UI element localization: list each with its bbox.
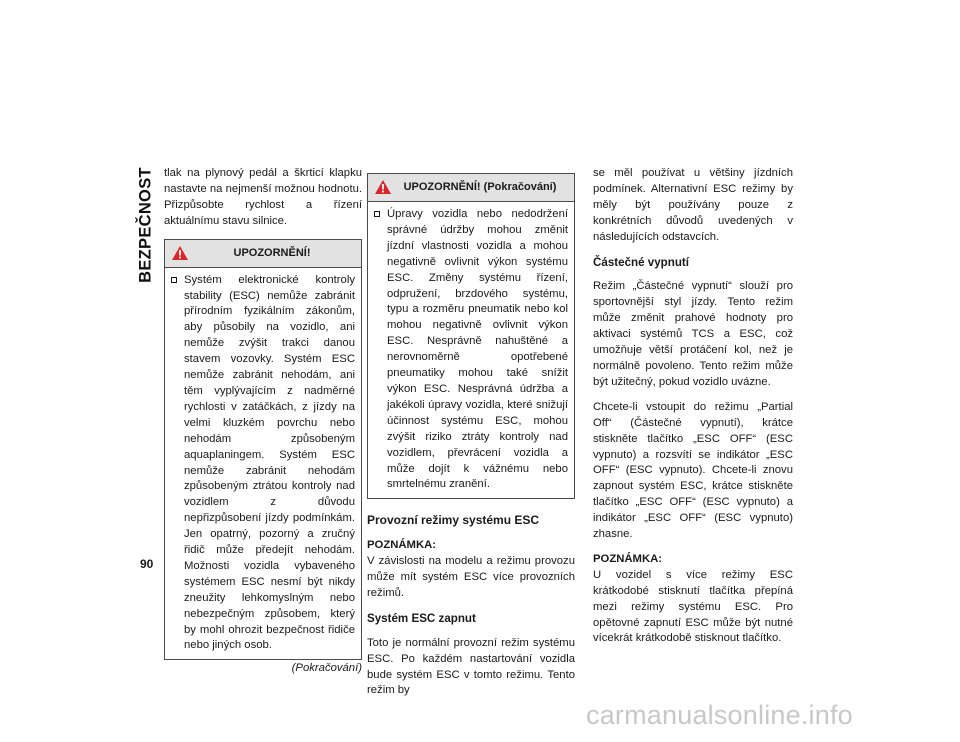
paragraph: se měl používat u většiny jízdních podmínek. Alternativní ESC režimy by měly být používány pouze z konkrétních důvodů uvedených v následujících odstavcích. xyxy=(593,167,793,243)
note xyxy=(367,538,575,602)
section-title-text: BEZPEČNOST xyxy=(136,167,155,283)
warning-body xyxy=(368,202,574,498)
note xyxy=(593,552,793,647)
intro-paragraph: tlak na plynový pedál a škrticí klapku nastavte na nejmenší možnou hodnotu. Přizpůsobte rychlost a řízení aktuálnímu stavu silnice. xyxy=(164,167,362,227)
note-label: POZNÁMKA: xyxy=(593,552,663,565)
square-bullet-icon xyxy=(374,211,380,217)
subheading-partial-off: Částečné vypnutí xyxy=(593,255,689,269)
continued-label: (Pokračování) xyxy=(291,662,362,675)
warning-header xyxy=(165,240,361,268)
warning-item xyxy=(171,273,355,655)
page-number: 90 xyxy=(140,557,154,571)
warning-title: UPOZORNĚNÍ! (Pokračování) xyxy=(403,181,557,193)
warning-text: Úpravy vozidla nebo nedodržení správné údržby mohou změnit jízdní vlastnosti vozidla a mohou negativně ovlivnit výkon systému ESC. Změny systému řízení, odpružení, brzdového systému, typu a rozměru pneumatik nebo kol mohou negativně ovlivnit výkon ESC. Nesprávně nahuštěné a nerovnoměrně opotřebené pneumatiky mohou také snížit výkon ESC. Nesprávná údržba a jakékoli úpravy vozidla, které snižují účinnost systému ESC, mohou zvýšit riziko ztráty kontroly nad vozidlem, převrácení vozidla a může dojít k vážnému nebo smrtelnému zranění. xyxy=(387,208,568,491)
paragraph: Režim „Částečné vypnutí“ slouží pro sportovnější styl jízdy. Tento režim může změnit prahové hodnoty pro aktivaci systémů TCS a ESC, což umožňuje větší protáčení kol, než je normálně povoleno. Tento režim může být užitečný, pokud vozidlo uvázne. xyxy=(593,280,793,388)
watermark: carmanualsonline.info xyxy=(586,700,853,730)
warning-body xyxy=(165,268,361,660)
square-bullet-icon xyxy=(171,277,177,283)
warning-box-continued xyxy=(367,173,575,499)
column-3 xyxy=(593,166,793,656)
note-text: U vozidel s více režimy ESC krátkodobé stisknutí tlačítka přepíná mezi režimy systému ESC. Pro opětovné zapnutí ESC může být nutné vícekrát krátkodobě stisknout tlačítko. xyxy=(593,568,793,645)
warning-title: UPOZORNĚNÍ! xyxy=(233,246,311,259)
paragraph: Toto je normální provozní režim systému ESC. Po každém nastartování vozidla bude systém ESC v tomto režimu. Tento režim by xyxy=(367,636,575,697)
column-1 xyxy=(164,166,362,677)
paragraph: Chcete-li vstoupit do režimu „Partial Off“ (Částečné vypnutí), krátce stiskněte tlačítko „ESC OFF“ (ESC vypnuto) a rozsvítí se indikátor „ESC OFF“ (ESC vypnuto). Chcete-li znovu zapnout systém ESC, krátce stiskněte tlačítko „ESC OFF“ (ESC vypnuto) a indikátor „ESC OFF“ (ESC vypnuto) zhasne. xyxy=(593,400,793,541)
note-text: V závislosti na modelu a režimu provozu může mít systém ESC více provozních režimů. xyxy=(367,555,575,599)
warning-item xyxy=(374,207,568,493)
warning-triangle-icon xyxy=(171,245,189,261)
column-2 xyxy=(367,173,575,708)
note-label: POZNÁMKA: xyxy=(367,539,437,552)
warning-text: Systém elektronické kontroly stability (ESC) nemůže zabránit přírodním fyzikálním zákonům, aby působily na vozidlo, ani nemůže zvýšit trakci danou stavem vozovky. Systém ESC nemůže zabránit nehodám, ani těm vyplývajícím z nadměrné rychlosti v zatáčkách, z jízdy na velmi kluzkém povrchu nebo nehodám způsobeným aquaplaningem. Systém ESC nemůže zabránit nehodám způsobeným ztrátou kontroly nad vozidlem z důvodu nepřizpůsobení jízdy podmínkám. Jen opatrný, pozorný a zručný řidič může předejít nehodám. Možnosti vozidla vybaveného systémem ESC nesmí být nikdy zneužity lehkomyslným nebo nebezpečným způsobem, který by mohl ohrozit bezpečnost řidiče nebo jiných osob. xyxy=(184,273,355,652)
subheading-esc-on: Systém ESC zapnut xyxy=(367,611,476,625)
section-heading: Provozní režimy systému ESC xyxy=(367,513,540,528)
warning-triangle-icon xyxy=(374,179,392,195)
warning-box xyxy=(164,239,362,661)
warning-header xyxy=(368,174,574,202)
section-title xyxy=(136,160,156,290)
